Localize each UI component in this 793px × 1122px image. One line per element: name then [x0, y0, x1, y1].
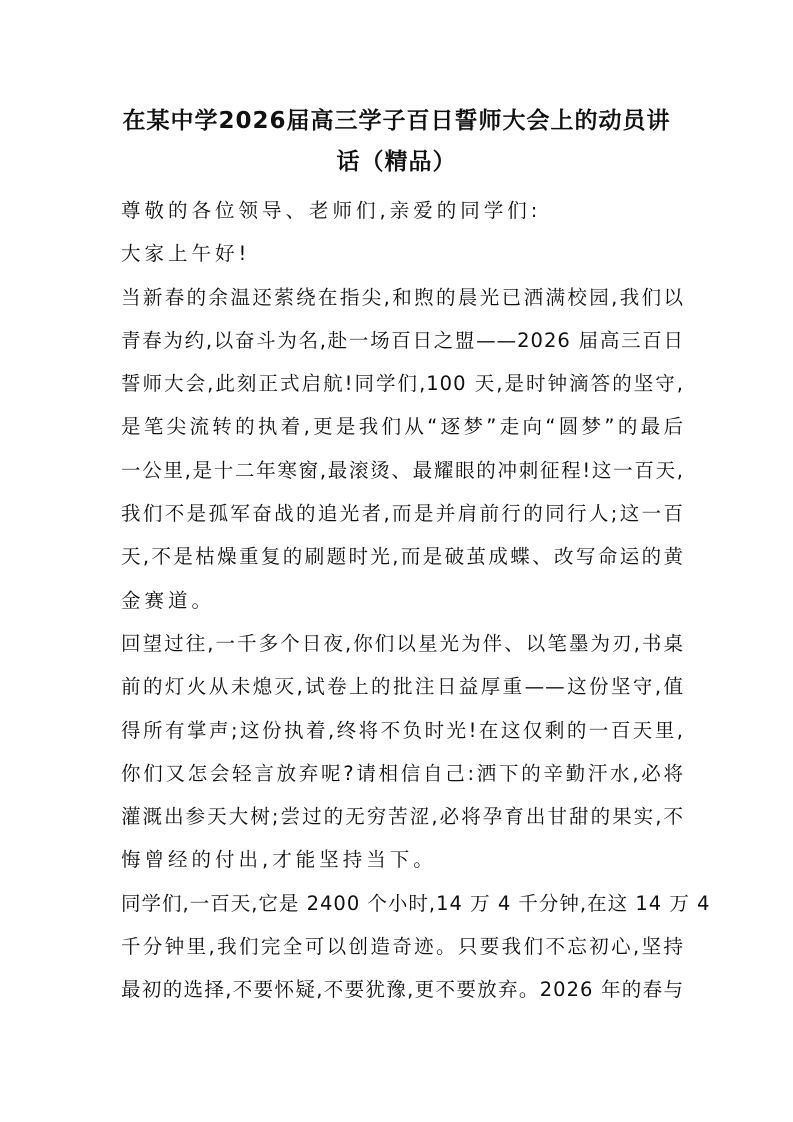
paragraph-line: 得所有掌声;这份执着,终将不负时光!在这仅剩的一百天里, [121, 718, 684, 742]
paragraph-line: 灌溉出参天大树;尝过的无穷苦涩,必将孕育出甘甜的果实,不 [121, 805, 684, 829]
paragraph-line: 我们不是孤军奋战的追光者,而是并肩前行的同行人;这一百 [121, 502, 684, 526]
document-title-line-1: 在某中学2026届高三学子百日誓师大会上的动员讲 [122, 108, 671, 134]
paragraph-line: 千分钟里,我们完全可以创造奇迹。只要我们不忘初心,坚持 [121, 935, 684, 959]
paragraph-line: 尊敬的各位领导、老师们,亲爱的同学们: [121, 199, 542, 222]
paragraph-line: 一公里,是十二年寒窗,最滚烫、最耀眼的冲刺征程!这一百天, [121, 458, 684, 482]
paragraph-line: 最初的选择,不要怀疑,不要犹豫,更不要放弃。2026 年的春与 [121, 978, 684, 1002]
paragraph-line: 回望过往,一千多个日夜,你们以星光为伴、以笔墨为刃,书桌 [121, 631, 684, 655]
paragraph [121, 197, 684, 240]
paragraph-line: 青春为约,以奋斗为名,赴一场百日之盟——2026 届高三百日 [121, 328, 684, 352]
paragraph-line: 悔曾经的付出,才能坚持当下。 [121, 848, 437, 872]
paragraph-line: 大家上午好! [121, 242, 251, 266]
paragraph-line: 誓师大会,此刻正式启航!同学们,100 天,是时钟滴答的坚守, [121, 372, 684, 396]
paragraph-line: 是笔尖流转的执着,更是我们从“逐梦”走向“圆梦”的最后 [121, 415, 684, 439]
paragraph [121, 890, 711, 1020]
paragraph-line: 前的灯火从未熄灭,试卷上的批注日益厚重——这份坚守,值 [121, 675, 684, 699]
document-title-line-2: 话（精品） [336, 149, 457, 175]
paragraph [121, 240, 684, 283]
document-body [121, 197, 711, 1020]
paragraph-line: 天,不是枯燥重复的刷题时光,而是破茧成蝶、改写命运的黄 [121, 545, 684, 569]
paragraph-line: 你们又怎会轻言放弃呢?请相信自己:洒下的辛勤汗水,必将 [121, 761, 684, 785]
paragraph [121, 630, 684, 890]
paragraph-line: 金赛道。 [121, 588, 216, 612]
paragraph [121, 284, 684, 630]
paragraph-line: 同学们,一百天,它是 2400 个小时,14 万 4 千分钟,在这 14 万 4 [121, 891, 711, 915]
paragraph-line: 当新春的余温还萦绕在指尖,和煦的晨光已洒满校园,我们以 [121, 285, 684, 309]
